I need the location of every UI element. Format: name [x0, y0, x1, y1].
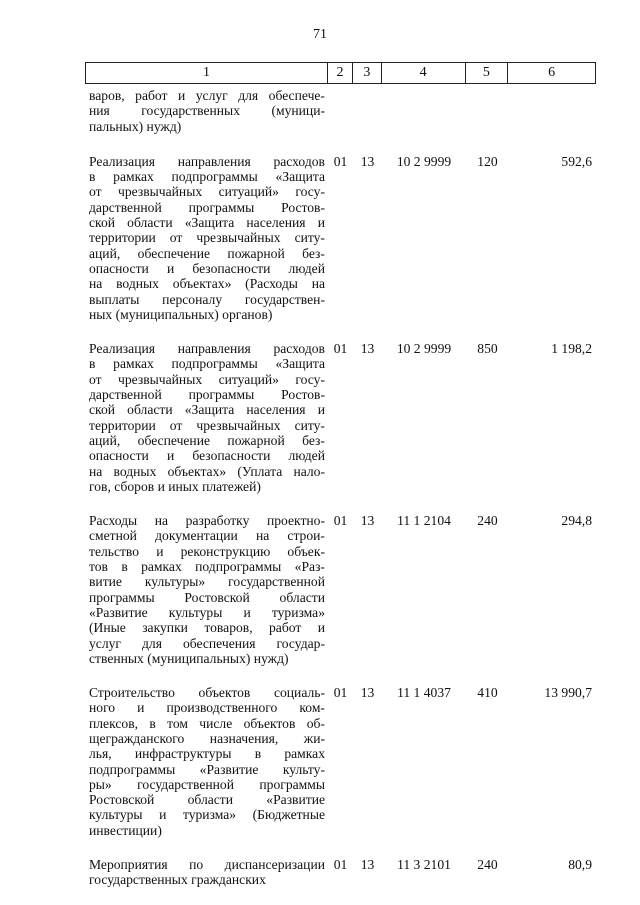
description-line: аций, обеспечение пожарной без- — [89, 432, 325, 448]
description-line: ных (муниципальных) органов) — [89, 306, 273, 322]
section-code: 01 — [333, 857, 348, 873]
description-line: опасности и безопасности людей — [89, 448, 325, 464]
header-col-5: 5 — [466, 63, 509, 83]
description-line: услуг для обеспечения государ- — [89, 635, 325, 651]
description-line: дарственной программы Ростов- — [89, 387, 325, 403]
description-line: Расходы на разработку проектно- — [89, 513, 325, 529]
section-code — [328, 88, 353, 134]
description-line: территории от чрезвычайных ситу- — [89, 230, 325, 246]
target-article-code: 10 2 9999 — [396, 341, 452, 357]
section-code: 01 — [333, 153, 348, 169]
table-row — [85, 154, 596, 322]
amount: 294,8 — [561, 513, 592, 529]
description-line: инвестиции) — [89, 822, 162, 838]
description-line: щегражданского назначения, жи- — [89, 730, 325, 746]
description-line: ния государственных (муници- — [89, 103, 325, 119]
row-description — [85, 685, 328, 838]
header-col-4: 4 — [382, 63, 466, 83]
target-article-code: 10 2 9999 — [396, 153, 452, 169]
expense-type-code — [466, 88, 509, 134]
description-line: подпрограммы «Развитие культу- — [89, 761, 325, 777]
description-line: программы Ростовской области — [89, 589, 325, 605]
description-line: лья, инфраструктуры в рамках — [89, 746, 325, 762]
description-line: ного и производственного ком- — [89, 700, 325, 716]
description-line: от чрезвычайных ситуаций» госу- — [89, 184, 325, 200]
description-line: дарственной программы Ростов- — [89, 199, 325, 215]
table-body — [85, 88, 596, 888]
expense-type-code: 120 — [477, 153, 498, 169]
header-col-1: 1 — [86, 63, 328, 83]
description-line: в рамках подпрограммы «Защита — [89, 356, 325, 372]
description-line: варов, работ и услуг для обеспече- — [89, 88, 325, 103]
description-line: (Иные закупки товаров, работ и — [89, 620, 325, 636]
header-col-3: 3 — [353, 63, 382, 83]
subsection-code — [353, 88, 382, 134]
description-line: от чрезвычайных ситуаций» госу- — [89, 371, 325, 387]
subsection-code: 13 — [360, 153, 375, 169]
table-header — [85, 62, 596, 84]
description-line: «Развитие культуры и туризма» — [89, 604, 325, 620]
page-number: 71 — [313, 27, 327, 42]
description-line: на водных объектах» (Расходы на — [89, 276, 325, 292]
amount: 13 990,7 — [544, 685, 592, 701]
expense-type-code: 240 — [477, 857, 498, 873]
description-line: в рамках подпрограммы «Защита — [89, 169, 325, 185]
section-code: 01 — [333, 513, 348, 529]
table-row — [85, 685, 596, 838]
description-line: ской области «Защита населения и — [89, 215, 325, 231]
description-line: гов, сборов и иных платежей) — [89, 478, 261, 494]
row-description — [85, 513, 328, 666]
description-line: культуры и туризма» (Бюджетные — [89, 807, 325, 823]
description-line: тов в рамках подпрограммы «Раз- — [89, 559, 325, 575]
description-line: тельство и реконструкцию объек- — [89, 543, 325, 559]
description-line: пальных) нужд) — [89, 118, 182, 134]
expense-type-code: 850 — [477, 341, 498, 357]
header-col-2: 2 — [328, 63, 353, 83]
description-line: витие культуры» государственной — [89, 574, 325, 590]
description-line: ской области «Защита населения и — [89, 402, 325, 418]
row-description — [85, 154, 328, 322]
subsection-code: 13 — [360, 513, 375, 529]
target-article-code: 11 3 2101 — [397, 857, 451, 873]
amount: 592,6 — [561, 153, 592, 169]
description-line: на водных объектах» (Уплата нало- — [89, 463, 325, 479]
description-line: ры» государственной программы — [89, 776, 325, 792]
description-line: Мероприятия по диспансеризации — [89, 857, 325, 873]
section-code: 01 — [333, 685, 348, 701]
row-description — [85, 857, 328, 888]
table-row — [85, 513, 596, 666]
description-line: государственных гражданских — [89, 872, 266, 888]
description-line: аций, обеспечение пожарной без- — [89, 245, 325, 261]
amount: 80,9 — [568, 857, 592, 873]
expense-type-code: 410 — [477, 685, 498, 701]
description-line: плексов, в том числе объектов об- — [89, 715, 325, 731]
description-line: Ростовской области «Развитие — [89, 792, 325, 808]
amount: 1 198,2 — [551, 341, 592, 357]
target-article-code: 11 1 2104 — [397, 513, 451, 529]
description-line: выплаты персоналу государствен- — [89, 291, 325, 307]
description-line: ственных (муниципальных) нужд) — [89, 650, 289, 666]
description-line: сметной документации на строи- — [89, 528, 325, 544]
description-line: опасности и безопасности людей — [89, 260, 325, 276]
target-article-code — [382, 88, 466, 134]
header-col-6: 6 — [548, 65, 556, 80]
target-article-code: 11 1 4037 — [397, 685, 451, 701]
description-line: территории от чрезвычайных ситу- — [89, 417, 325, 433]
section-code: 01 — [333, 341, 348, 357]
table-row — [85, 857, 596, 888]
description-line: Реализация направления расходов — [89, 153, 325, 169]
description-line: Реализация направления расходов — [89, 341, 325, 357]
row-description — [85, 341, 328, 494]
amount — [509, 88, 596, 134]
table-row — [85, 341, 596, 494]
description-line: Строительство объектов социаль- — [89, 685, 325, 701]
subsection-code: 13 — [360, 857, 375, 873]
subsection-code: 13 — [360, 685, 375, 701]
expense-type-code: 240 — [477, 513, 498, 529]
table-row — [85, 88, 596, 134]
row-description — [85, 88, 328, 134]
subsection-code: 13 — [360, 341, 375, 357]
